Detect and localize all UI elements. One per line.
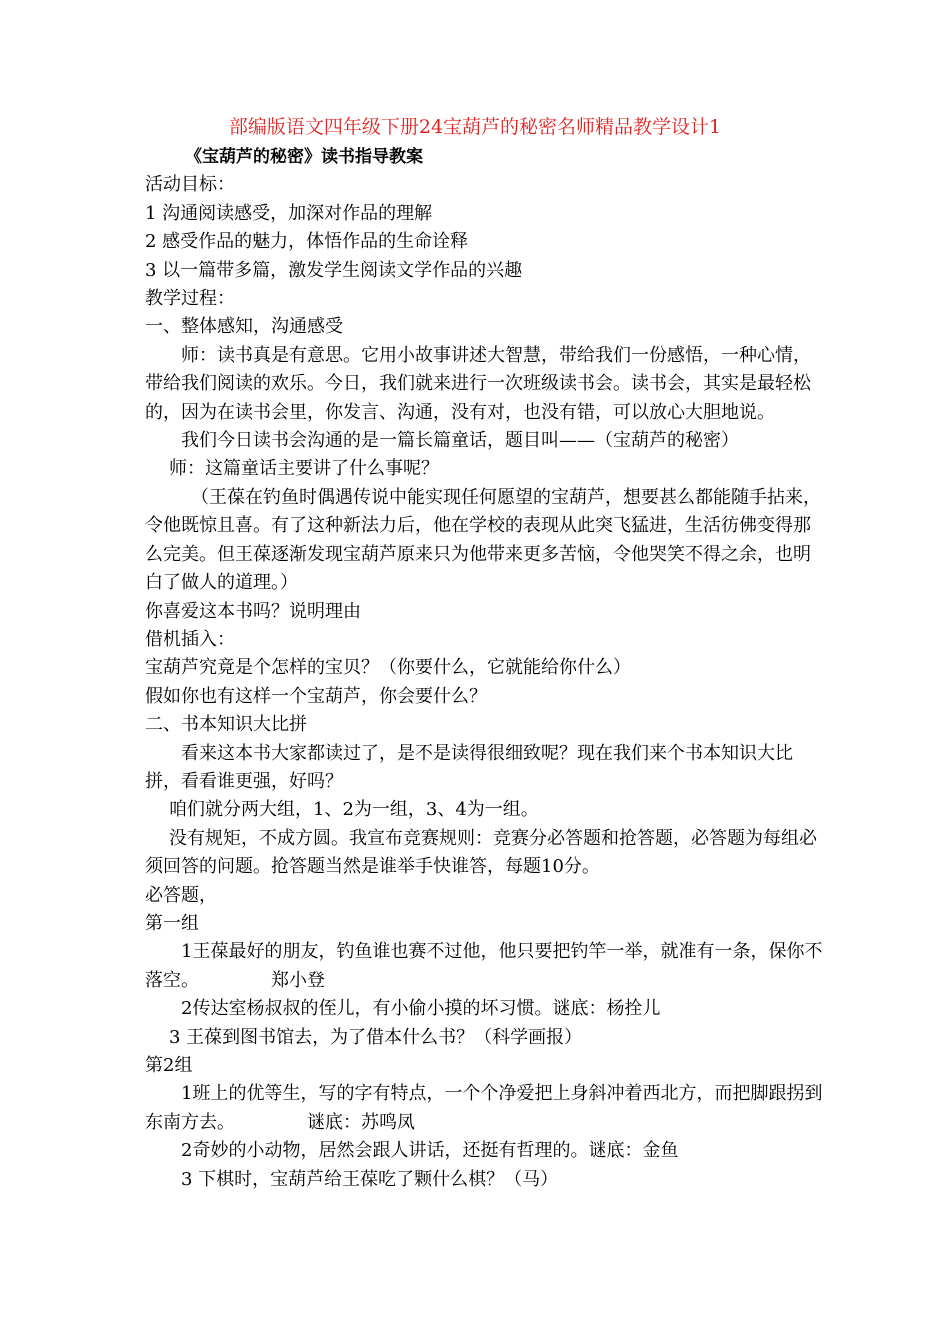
section2-paragraph: 没有规矩，不成方圆。我宣布竞赛规则：竞赛分必答题和抢答题，必答题为每组必须回答的问题。抢答题当然是谁举手快谁答，每题10分。 xyxy=(145,827,817,878)
question: 你喜爱这本书吗？说明理由 xyxy=(145,600,361,622)
section1-heading: 一、整体感知，沟通感受 xyxy=(145,316,343,338)
lesson-subtitle: 《宝葫芦的秘密》读书指导教案 xyxy=(185,147,423,167)
section1-paragraph: 师：这篇童话主要讲了什么事呢？ xyxy=(169,458,439,480)
group1-heading: 第一组 xyxy=(145,912,199,934)
quiz-answer: 谜底：苏鸣凤 xyxy=(307,1111,415,1133)
section2-paragraph: 咱们就分两大组，1、2为一组，3、4为一组。 xyxy=(169,799,539,821)
quiz-question-text: 1王葆最好的朋友，钓鱼谁也赛不过他，他只要把钓竿一举，就准有一条，保你不落空。 xyxy=(145,941,823,991)
quiz-question: 3 王葆到图书馆去，为了借本什么书？（科学画报） xyxy=(169,1026,583,1048)
section2-paragraph: 看来这本书大家都读过了，是不是读得很细致呢？现在我们来个书本知识大比拼，看看谁更强，好吗？ xyxy=(145,742,793,792)
goals-heading: 活动目标： xyxy=(145,174,235,196)
quiz-answer: 郑小登 xyxy=(271,969,325,991)
quiz-question xyxy=(145,938,825,995)
quiz-question-text: 1班上的优等生，写的字有特点，一个个净爱把上身斜冲着西北方，而把脚跟拐到东南方去。 xyxy=(145,1083,823,1133)
question: 宝葫芦究竟是个怎样的宝贝？（你要什么，它就能给你什么） xyxy=(145,657,631,679)
goal-item: 3 以一篇带多篇，激发学生阅读文学作品的兴趣 xyxy=(145,259,523,281)
required-label: 必答题， xyxy=(145,884,217,906)
process-heading: 教学过程： xyxy=(145,288,235,310)
question: 假如你也有这样一个宝葫芦，你会要什么？ xyxy=(145,685,487,707)
group2-heading: 第2组 xyxy=(145,1055,193,1076)
goal-item: 1 沟通阅读感受，加深对作品的理解 xyxy=(145,202,433,224)
quiz-question xyxy=(145,1080,825,1137)
insert-label: 借机插入： xyxy=(145,628,235,650)
goal-item: 2 感受作品的魅力，体悟作品的生命诠释 xyxy=(145,231,469,253)
story-summary: （王葆在钓鱼时偶遇传说中能实现任何愿望的宝葫芦，想要甚么都能随手拈来，令他既惊且喜。有了这种新法力后，他在学校的表现从此突飞猛进，生活彷佛变得那么完美。但王葆逐渐发现宝葫芦原来只为他带来更多苦恼，令他哭笑不得之余，也明白了做人的道理。） xyxy=(145,486,821,594)
quiz-question: 3 下棋时，宝葫芦给王葆吃了颗什么棋？（马） xyxy=(181,1168,559,1190)
section1-paragraph: 我们今日读书会沟通的是一篇长篇童话，题目叫——（宝葫芦的秘密） xyxy=(181,430,739,452)
quiz-question: 2奇妙的小动物，居然会跟人讲话，还挺有哲理的。谜底：金鱼 xyxy=(181,1140,679,1162)
document-title: 部编版语文四年级下册24宝葫芦的秘密名师精品教学设计1 xyxy=(228,116,722,138)
document-body xyxy=(145,143,825,1194)
quiz-question: 2传达室杨叔叔的侄儿，有小偷小摸的坏习惯。谜底：杨拴儿 xyxy=(181,998,661,1020)
section1-paragraph: 师：读书真是有意思。它用小故事讲述大智慧，带给我们一份感悟，一种心情，带给我们阅读的欢乐。今日，我们就来进行一次班级读书会。读书会，其实是最轻松的，因为在读书会里，你发言、沟通，没有对，也没有错，可以放心大胆地说。 xyxy=(145,344,811,423)
section2-heading: 二、书本知识大比拼 xyxy=(145,714,307,736)
